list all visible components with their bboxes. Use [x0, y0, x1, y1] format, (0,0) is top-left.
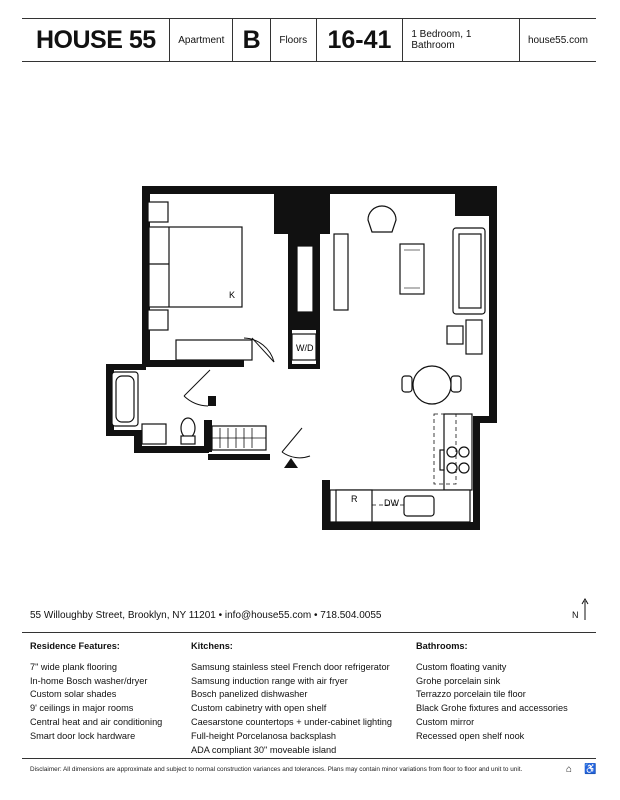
dishwasher-label: DW — [384, 498, 399, 508]
feature-item: 9' ceilings in major rooms — [30, 703, 134, 714]
feature-item: Bosch panelized dishwasher — [191, 689, 308, 700]
brand-logo: HOUSE 55 — [22, 19, 170, 61]
feature-item: Samsung induction range with air fryer — [191, 675, 348, 686]
feature-item: In-home Bosch washer/dryer — [30, 675, 148, 686]
floors-label: Floors — [271, 19, 317, 61]
residence-features — [30, 640, 162, 744]
kitchen-features — [191, 640, 392, 757]
bathroom-features-title: Bathrooms: — [416, 641, 468, 651]
divider — [22, 632, 596, 633]
bed-label: K — [229, 290, 236, 300]
fridge-label: R — [351, 494, 358, 504]
feature-item: Custom mirror — [416, 716, 475, 727]
feature-item: Central heat and air conditioning — [30, 716, 163, 727]
feature-item: Terrazzo porcelain tile floor — [416, 689, 526, 700]
feature-item: Custom cabinetry with open shelf — [191, 703, 327, 714]
feature-item: Smart door lock hardware — [30, 730, 136, 741]
feature-item: Samsung stainless steel French door refrigerator — [191, 661, 390, 672]
website-link[interactable]: house55.com — [527, 34, 588, 46]
disclaimer: Disclaimer: All dimensions are approximate and subject to normal construction variances and tolerances. Plans may contain minor variations from floor to floor and unit to unit. — [30, 766, 523, 773]
feature-item: Full-height Porcelanosa backsplash — [191, 730, 337, 741]
feature-item: ADA compliant 30" moveable island — [191, 744, 337, 755]
feature-item: Black Grohe fixtures and accessories — [416, 703, 568, 714]
floors-value: 16-41 — [317, 19, 404, 61]
address-line: 55 Willoughby Street, Brooklyn, NY 11201 • info@house55.com • 718.504.0055 — [30, 610, 382, 621]
feature-item: 7" wide plank flooring — [30, 661, 118, 672]
feature-item: Recessed open shelf nook — [416, 730, 525, 741]
bathroom-features — [416, 640, 568, 744]
apartment-label: Apartment — [170, 19, 233, 61]
washer-dryer-label: W/D — [296, 343, 314, 353]
unit-layout: 1 Bedroom, 1 Bathroom — [403, 19, 520, 61]
north-compass — [572, 598, 589, 620]
feature-item: Custom solar shades — [30, 689, 117, 700]
apartment-value: B — [233, 19, 270, 61]
equal-housing-icon: ⌂ — [566, 764, 573, 775]
residence-features-title: Residence Features: — [30, 641, 120, 651]
north-label: N — [572, 610, 579, 620]
accessibility-icon: ♿ — [584, 764, 597, 775]
north-arrow-icon — [581, 598, 589, 620]
footer-divider — [22, 758, 596, 759]
feature-item: Grohe porcelain sink — [416, 675, 501, 686]
kitchen-features-title: Kitchens: — [191, 641, 233, 651]
feature-item: Custom floating vanity — [416, 661, 507, 672]
feature-item: Caesarstone countertops + under-cabinet lighting — [191, 716, 392, 727]
